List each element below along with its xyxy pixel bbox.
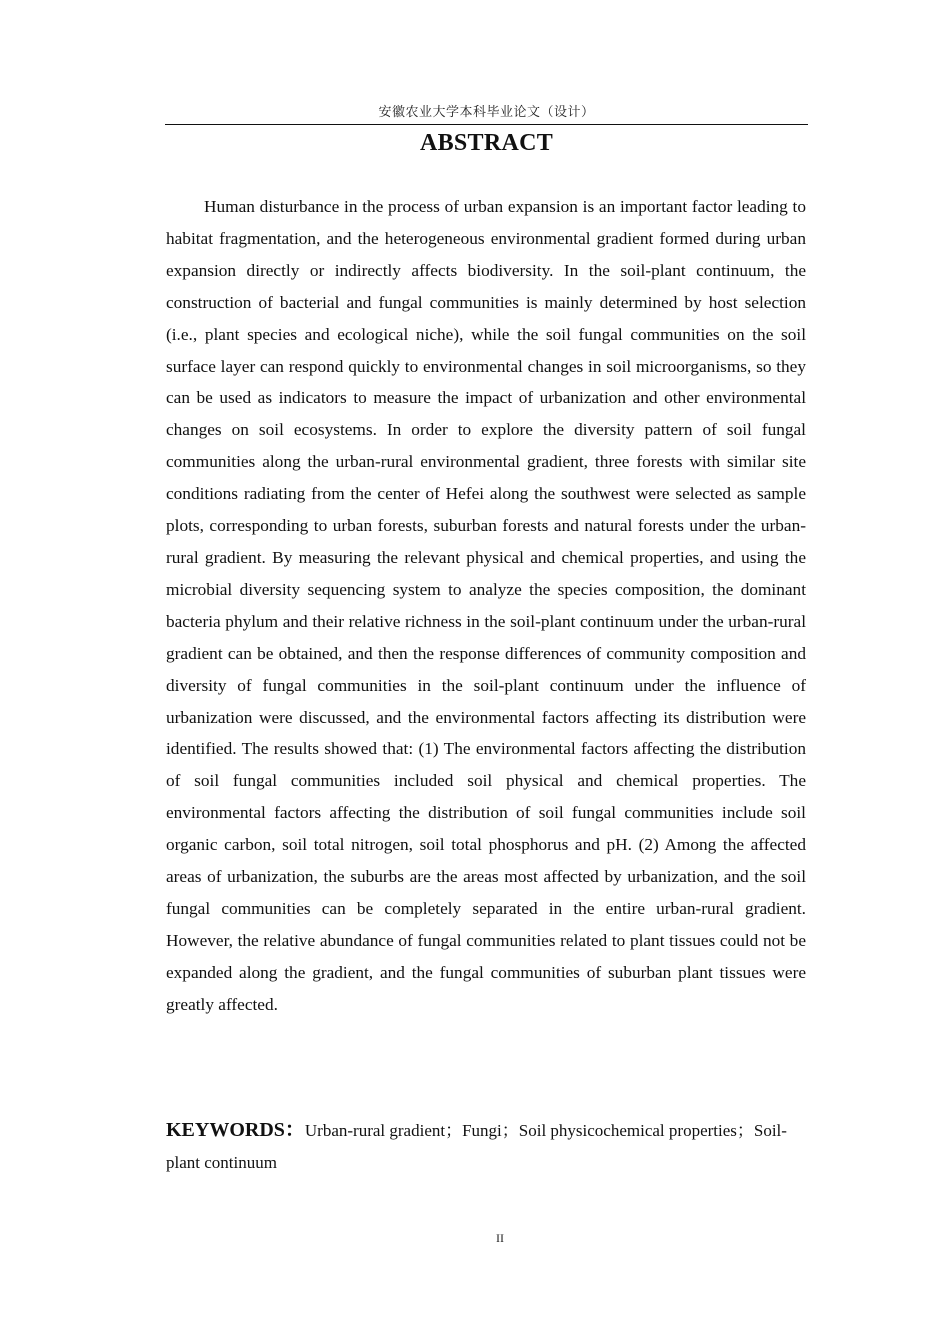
page-title: ABSTRACT bbox=[419, 130, 554, 156]
abstract-paragraph: Human disturbance in the process of urban expansion is an important factor leading to habitat fragmentation, and the heterogeneous environmental gradient formed during urban expansion directly or indirectly affects biodiversity. In the soil-plant continuum, the construction of bacterial and fungal communities is mainly determined by host selection (i.e., plant species and ecological niche), while the soil fungal communities on the soil surface layer can respond quickly to environmental changes in soil microorganisms, so they can be used as indicators to measure the impact of urbanization and other environmental changes on soil ecosystems. In order to explore the diversity pattern of soil fungal communities along the urban-rural environmental gradient, three forests with similar site conditions radiating from the center of Hefei along the southwest were selected as sample plots, corresponding to urban forests, suburban forests and natural forests under the urban-rural gradient. By measuring the relevant physical and chemical properties, and using the microbial diversity sequencing system to analyze the species composition, the dominant bacteria phylum and their relative richness in the soil-plant continuum under the urban-rural gradient can be obtained, and then the response differences of community composition and diversity of fungal communities in the soil-plant continuum under the influence of urbanization were discussed, and the environmental factors affecting its distribution were identified. The results showed that: (1) The environmental factors affecting the distribution of soil fungal communities included soil physical and chemical properties. The environmental factors affecting the distribution of soil fungal communities include soil organic carbon, soil total nitrogen, soil total phosphorus and pH. (2) Among the affected areas of urbanization, the suburbs are the areas most affected by urbanization, and the soil fungal communities can be completely separated in the entire urban-rural gradient. However, the relative abundance of fungal communities related to plant tissues could not be expanded along the gradient, and the fungal communities of suburban plant tissues were greatly affected. bbox=[166, 197, 806, 1014]
keywords-label: KEYWORDS： bbox=[166, 1119, 305, 1141]
header-rule bbox=[165, 124, 808, 125]
running-header: 安徽农业大学本科毕业论文（设计） bbox=[378, 104, 595, 119]
page-number: II bbox=[496, 1231, 504, 1245]
keywords-text: Urban-rural gradient；Fungi；Soil physicochemical properties；Soil-plant continuum bbox=[166, 1121, 787, 1172]
keywords-line bbox=[166, 1115, 808, 1178]
